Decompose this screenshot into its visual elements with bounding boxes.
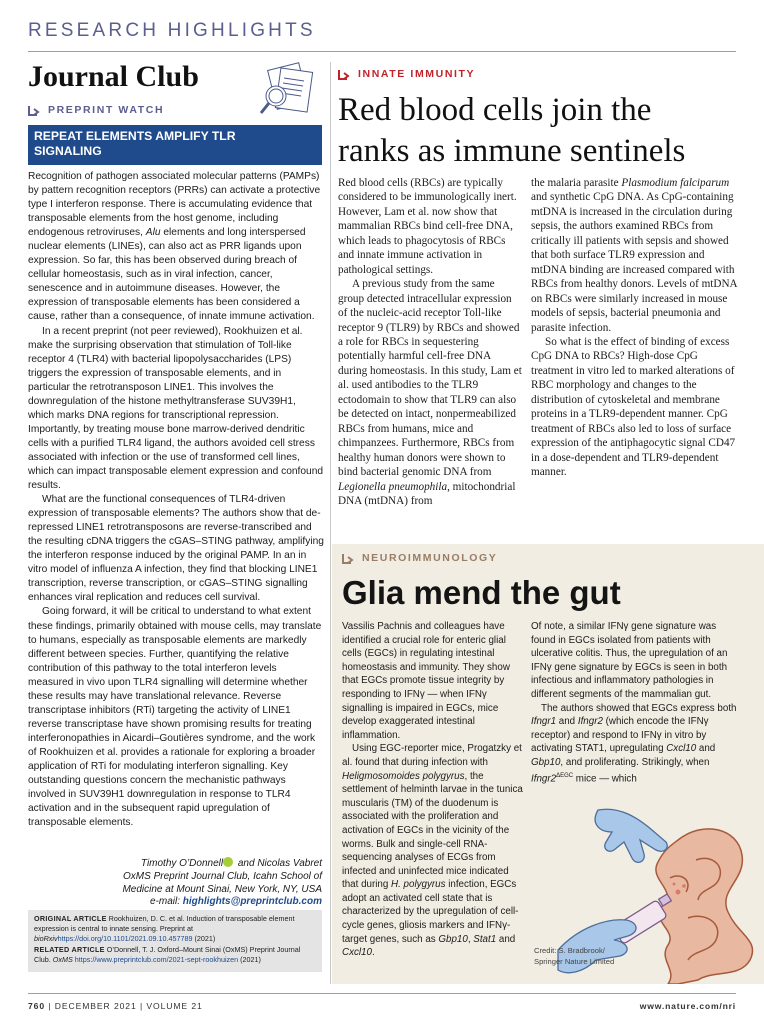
arrow-icon [28,105,42,116]
issue-info: | DECEMBER 2021 | VOLUME 21 [45,1001,203,1011]
affiliation-line-2: Medicine at Mount Sinai, New York, NY, USA [122,883,322,895]
image-credit: Credit: S. Bradbrook/ Springer Nature Limited [534,946,615,966]
author-name-2: and Nicolas Vabret [235,858,322,869]
journal-club-body [28,170,324,830]
reference-related: RELATED ARTICLE O’Donnell, T. J. Oxford–Mount Sinai (OxMS) Preprint Journal Club. OxMS https://www.preprintclub.com/2021-sept-rookhuizen (2021) [34,944,301,964]
innate-immunity-label: INNATE IMMUNITY [358,68,476,80]
innate-column-2 [531,176,739,480]
references-box [28,910,322,972]
paragraph: So what is the effect of binding of excess CpG DNA to RBCs? High-dose CpG treatment in vitro led to marked alterations of RBC morphology and changes to the distribution of cytoskeletal and membrane proteins in a TLR9-dependent manner. CpG treatment of RBCs also led to loss of surface expression of the antiphagocytic signal CD47 in a dose-dependent and TLR9-dependent manner. [531,335,736,479]
doi-link[interactable]: https://doi.org/10.1101/2021.09.10.457789 [57,934,193,944]
preprintclub-link[interactable]: https://www.preprintclub.com/2021-sept-rookhuizen [72,954,239,964]
paragraph: Recognition of pathogen associated molecular patterns (PAMPs) by pattern recognition receptors (PRRs) can activate a protective type I interferon response. There is accumulating evidence that transposable elements from the host genome, including endogenous retroviruses, Alu elements and long interspersed nuclear elements (LINEs), can also act as PRR ligands upon expression. So far, this has been observed during breach of cellular homeostasis, such as in viral infection, cancer, senescence and in autoimmune diseases. However, the expression of transposable elements has been considered a cause, rather than a consequence, of innate immune activation. [28,171,321,323]
paragraph: Vassilis Pachnis and colleagues have identified a crucial role for enteric glial cells (EGCs) in regulating intestinal homeostasis and immunity. They show that EGCs promote tissue integrity by responding to IFNγ — when IFNγ signalling is impaired in EGCs, mice develop exaggerated intestinal inflammation. [342,621,510,741]
footer-rule [28,993,736,994]
neuro-column-1 [342,620,524,960]
page-number: 760 [28,1001,46,1011]
neuro-article-title: Glia mend the gut [342,574,621,611]
innate-column-1 [338,176,522,508]
neuroimmunology-tag [342,552,497,564]
paragraph: In a recent preprint (not peer reviewed), Rookhuizen et al. make the surprising observation that stimulation of Toll-like receptor 4 (TLR4) with bacterial lipopolysaccharides (LPS) triggers the expression of transposable elements, and in particular the retrotransposon LINE1. This involves the downregulation of the histone methyltransferase SUV39H1, which marks DNA regions for transcriptional repression. Importantly, by treating mouse bone marrow-derived dendritic cells with a purified TLR4 ligand, the authors avoided cell stress associated with infection or the use of transformed cell lines, which can impact transposable element expression and confound results. [28,325,324,492]
preprint-watch-tag [28,104,164,116]
arrow-icon [342,553,356,564]
article-headline-box [28,125,322,165]
footer-url[interactable]: www.nature.com/nri [639,1001,736,1011]
footer-page-info [28,1001,203,1011]
neuro-column-2 [531,620,741,785]
journal-club-title: Journal Club [28,60,199,93]
paragraph: A previous study from the same group detected intracellular expression of the nucleic-acid receptor Toll-like receptor 9 (TLR9) by RBCs and showed a role for RBCs in sequestering potentially harmful cell-free DNA during homeostasis. In this study, Lam et al. used antibodies to the TLR9 ectodomain to show that TLR9 can also be detected on intact, nonpermeabilized RBCs from humans, mice and chimpanzees. Furthermore, RBCs from healthy human donors were shown to bind bacterial genomic DNA from Legionella pneumophila, mitochondrial DNA (mtDNA) from [338,278,522,507]
innate-article-title: Red blood cells join the ranks as immune sentinels [338,92,686,169]
innate-immunity-tag [338,68,475,80]
paragraph: the malaria parasite Plasmodium falciparum and synthetic CpG DNA. As CpG-containing mtDNA is increased in the circulation during sepsis, the authors examined RBCs from critically ill patients with sepsis and showed that both surface TLR9 expression and mtDNA binding are increased compared with RBCs from healthy donors. Levels of mtDNA on RBCs were similarly increased in mouse models of sepsis, bacterial pneumonia and parasite infection. [531,177,738,334]
paragraph: Using EGC-reporter mice, Progatzky et al. found that during infection with Heligmosomoides polygyrus, the settlement of helminth larvae in the tunica muscularis (TM) of the duodenum is associated with the proliferation and activation of EGCs in the vicinity of the worms. Bulk and single-cell RNA-sequencing analyses of ECGs from infected and uninfected mice indicated that during H. polygyrus infection, EGCs adopt an activated cell state that is characterized by the upregulation of cell-cycle genes, gliosis markers and IFNγ-target genes, such as Gbp10, Stat1 and Cxcl10. [342,743,523,959]
paragraph: Red blood cells (RBCs) are typically considered to be immunologically inert. However, Lam et al. now show that mammalian RBCs bind cell-free DNA, which leads to phagocytosis of RBCs and innate immune activation in pathological settings. [338,177,517,276]
section-header: RESEARCH HIGHLIGHTS [28,20,316,41]
header-rule [28,51,736,52]
paragraph: Of note, a similar IFNγ gene signature was found in EGCs isolated from patients with ulcerative colitis. Thus, the upregulation of an IFNγ gene signature by EGCs is seen in both infectious and inflammatory pathologies in different segments of the mammalian gut. [531,621,728,700]
preprint-watch-label: PREPRINT WATCH [48,104,165,116]
paragraph: The authors showed that EGCs express both Ifngr1 and Ifngr2 (which encode the IFNγ receptor) and respond to IFNγ in vitro by activating STAT1, upregulating Cxcl10 and Gbp10, and proliferating. Strikingly, when $Ifngr2^{\Delta EGC}$ mice — which [531,702,737,784]
email-label: e-mail: [150,896,183,908]
neuroimmunology-label: NEUROIMMUNOLOGY [362,552,498,564]
author-signature [28,857,322,909]
papers-magnifier-icon [258,62,324,116]
headline-line-2: SIGNALING [34,144,102,158]
affiliation-line-1: OxMS Preprint Journal Club, Icahn School of [123,870,322,882]
reference-original: ORIGINAL ARTICLE Rookhuizen, D. C. et al. Induction of transposable element expression is central to innate sensing. Preprint at bioRxivhttps://doi.org/10.1101/2021.09.10.457789 (2021) [34,914,295,944]
paragraph: Going forward, it will be critical to understand to what extent these findings, primarily obtained with mouse cells, may translate to humans, especially as transposable elements are markedly different between species. Further, quantifying the relative contribution of this pathway to the total interferon levels measured in vivo upon TLR4 signalling will determine whether these results may have translational relevance. Reverse transcriptase inhibitors (RTi) targeting the activity of LINE1 reverse transcriptase have shown promising results for treating interferonopathies in Aicardi–Goutières syndrome, and the work of Rookhuizen et al. provides a rationale for exploring a broader application of RTi for modulating interferon signalling. Key outstanding questions concern the mechanistic pathways involved in SUV39H1 downregulation in response to TLR4 activation and in the subsequent rapid upregulation of transposable elements. [28,606,322,829]
email-link[interactable]: highlights@preprintclub.com [182,896,322,908]
column-divider [330,62,331,984]
author-name-1: Timothy O’Donnell [140,858,224,869]
paragraph: What are the functional consequences of TLR4-driven expression of transposable elements? The authors show that de-repressed LINE1 retrotransposons are reverse-transcribed and the resulting cDNA triggers the cGAS–STING pathway, amplifying the interferon response induced by the original PAMP. In an in vitro model of influenza A infection, they find that blocking LINE1 transcription, reverse transcription, or cGAS–STING signalling enhances viral replication and reduces cell survival. [28,494,324,604]
arrow-icon [338,69,352,80]
headline-line-1: REPEAT ELEMENTS AMPLIFY TLR [34,129,236,143]
orcid-icon[interactable] [223,857,233,867]
